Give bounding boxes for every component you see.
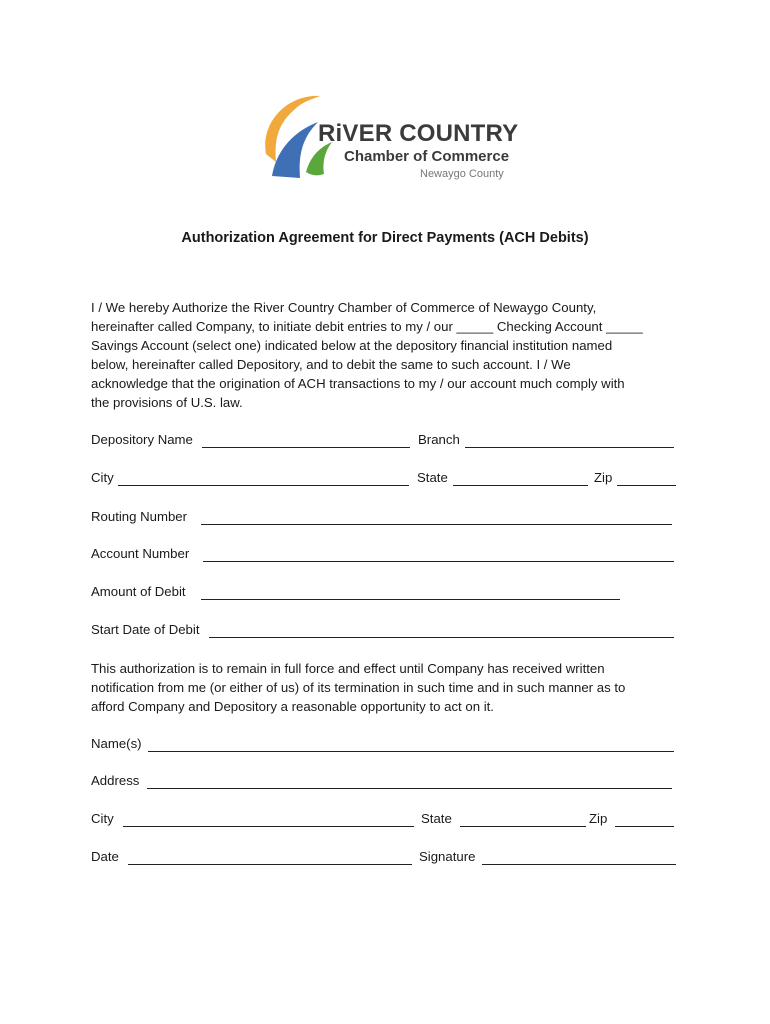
logo-title: RiVER COUNTRY — [318, 120, 519, 147]
notice-line: This authorization is to remain in full force and effect until Company has received written — [91, 661, 605, 676]
city-label: City — [91, 811, 114, 826]
city-label: City — [91, 470, 114, 485]
intro-line: I / We hereby Authorize the River Country Chamber of Commerce of Newaygo County, — [91, 300, 597, 315]
intro-line: acknowledge that the origination of ACH transactions to my / our account much comply with — [91, 376, 625, 391]
routing-number-field[interactable] — [201, 524, 672, 525]
signature-field[interactable] — [482, 864, 676, 865]
account-row — [91, 546, 681, 566]
names-label: Name(s) — [91, 736, 142, 751]
account-number-label: Account Number — [91, 546, 190, 561]
branch-field[interactable] — [465, 447, 674, 448]
names-row — [91, 736, 681, 756]
logo-subtitle: Chamber of Commerce — [344, 148, 510, 165]
routing-row — [91, 509, 681, 529]
customer-state-field[interactable] — [460, 826, 586, 827]
intro-line: Savings Account (select one) indicated below at the depository financial institution named — [91, 338, 613, 353]
address-row — [91, 773, 681, 793]
customer-city-field[interactable] — [123, 826, 414, 827]
state-label: State — [421, 811, 452, 826]
depository-name-field[interactable] — [202, 447, 410, 448]
notice-paragraph — [91, 659, 691, 716]
logo-county: Newaygo County — [420, 168, 504, 180]
state-field[interactable] — [453, 485, 588, 486]
date-signature-row — [91, 849, 681, 869]
amount-of-debit-label: Amount of Debit — [91, 584, 186, 599]
signature-label: Signature — [419, 849, 476, 864]
zip-field[interactable] — [617, 485, 676, 486]
date-label: Date — [91, 849, 119, 864]
zip-label: Zip — [594, 470, 613, 485]
city-field[interactable] — [118, 485, 409, 486]
depository-city-row — [91, 470, 681, 490]
intro-line: below, hereinafter called Depository, and to debit the same to such account. I / We — [91, 357, 571, 372]
document-title: Authorization Agreement for Direct Payments (ACH Debits) — [181, 230, 589, 246]
address-field[interactable] — [147, 788, 672, 789]
state-label: State — [417, 470, 448, 485]
depository-name-label: Depository Name — [91, 432, 193, 447]
notice-line: notification from me (or either of us) of its termination in such time and in such manner as to — [91, 680, 626, 695]
account-number-field[interactable] — [203, 561, 674, 562]
routing-number-label: Routing Number — [91, 509, 188, 524]
customer-city-row — [91, 811, 681, 831]
address-label: Address — [91, 773, 140, 788]
intro-line: hereinafter called Company, to initiate debit entries to my / our _____ Checking Account _____ — [91, 319, 643, 334]
notice-line: afford Company and Depository a reasonable opportunity to act on it. — [91, 699, 494, 714]
amount-of-debit-field[interactable] — [201, 599, 620, 600]
customer-zip-field[interactable] — [615, 826, 674, 827]
chamber-logo — [258, 92, 528, 182]
start-date-row — [91, 622, 681, 642]
depository-row — [91, 432, 681, 452]
names-field[interactable] — [148, 751, 674, 752]
branch-label: Branch — [418, 432, 460, 447]
date-field[interactable] — [128, 864, 412, 865]
amount-row — [91, 584, 681, 604]
zip-label: Zip — [589, 811, 608, 826]
intro-line: the provisions of U.S. law. — [91, 395, 243, 410]
intro-paragraph — [91, 298, 691, 412]
start-date-field[interactable] — [209, 637, 674, 638]
start-date-label: Start Date of Debit — [91, 622, 200, 637]
